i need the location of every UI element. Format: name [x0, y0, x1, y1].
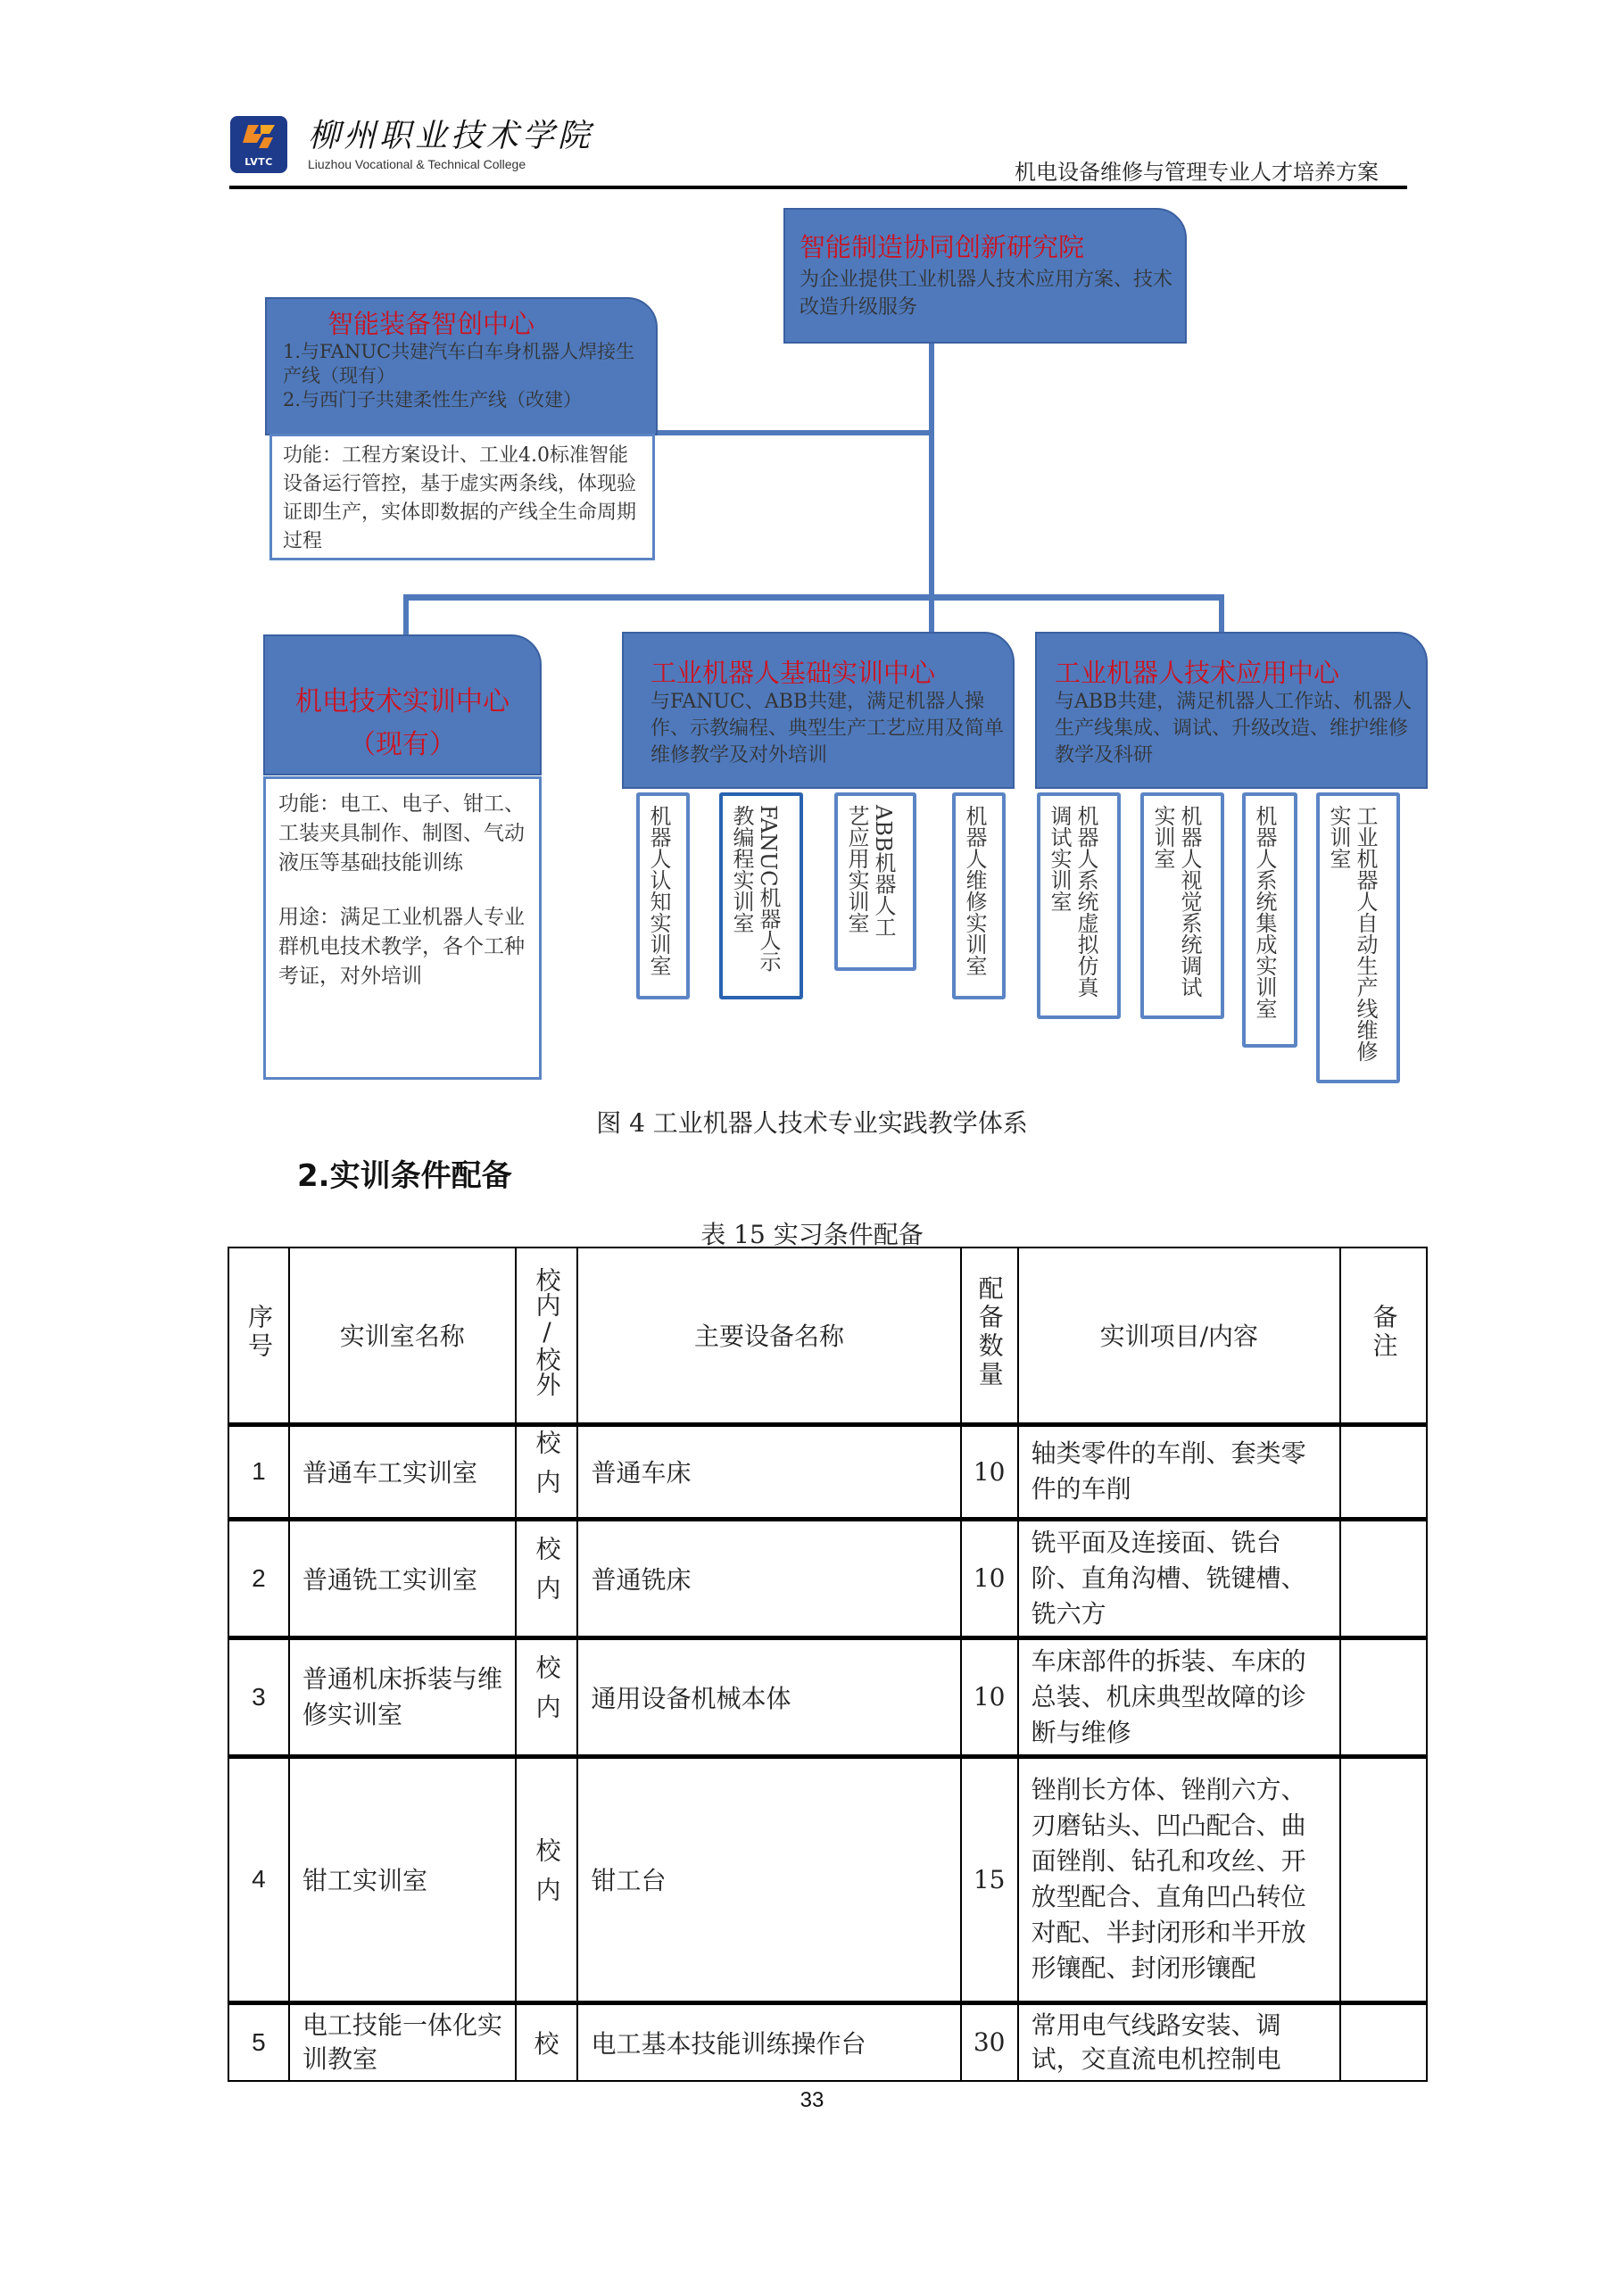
cell-campus: 校内 [516, 1424, 578, 1519]
section-heading: 2.实训条件配备 [297, 1158, 512, 1194]
cell-content: 铣平面及连接面、铣台阶、直角沟槽、铣键槽、铣六方 [1018, 1519, 1340, 1637]
smart-equipment-center-line2: 2.与西门子共建柔性生产线（改建） [283, 389, 583, 410]
table-header-row [228, 1247, 1427, 1424]
cell-equipment: 普通车床 [577, 1424, 960, 1519]
room-system-integration-label: 机器人系统集成实训室 [1252, 805, 1277, 1019]
cell-equipment: 钳工台 [577, 1756, 960, 2002]
cell-note [1340, 1637, 1427, 1756]
cell-no: 2 [228, 1519, 289, 1637]
cell-campus: 校内 [516, 1756, 578, 2002]
room-robot-cognition [636, 792, 690, 999]
robot-app-center-title: 工业机器人技术应用中心 [1055, 658, 1340, 688]
innovation-institute-desc: 为企业提供工业机器人技术应用方案、技术改造升级服务 [800, 269, 1173, 319]
room-production-line-maintenance-label: 工业机器人自动生产线维修实训室 [1326, 805, 1378, 1062]
smart-equipment-center-box [265, 297, 658, 435]
college-name-cn: 柳州职业技术学院 [308, 118, 594, 154]
room-abb-process-label: ABB机器人工艺应用实训室 [844, 805, 896, 938]
mech-training-usage-text: 用途：满足工业机器人专业群机电技术教学，各个工种考证，对外培训 [278, 906, 525, 988]
table-row [228, 1637, 1427, 1756]
room-virtual-sim [1037, 792, 1121, 1019]
header-campus: 校内/校外 [516, 1247, 578, 1424]
header-no: 序号 [228, 1247, 289, 1424]
cell-content: 车床部件的拆装、车床的总装、机床典型故障的诊断与维修 [1018, 1637, 1340, 1756]
cell-room: 电工技能一体化实训教室 [289, 2002, 516, 2081]
robot-app-center-box [1035, 632, 1428, 789]
page-number: 33 [800, 2088, 824, 2112]
room-system-integration [1242, 792, 1297, 1048]
college-logo [230, 116, 287, 173]
room-production-line-maintenance [1316, 792, 1400, 1083]
cell-qty: 30 [961, 2002, 1018, 2081]
cell-equipment: 电工基本技能训练操作台 [577, 2002, 960, 2081]
cell-content: 轴类零件的车削、套类零件的车削 [1018, 1424, 1340, 1519]
table-row [228, 1756, 1427, 2002]
room-robot-maintenance-label: 机器人维修实训室 [962, 805, 987, 976]
room-robot-cognition-label: 机器人认知实训室 [646, 805, 671, 976]
cell-qty: 10 [961, 1424, 1018, 1519]
header-note: 备注 [1340, 1247, 1427, 1424]
robot-basic-center-box [622, 632, 1015, 789]
robot-basic-center-desc: 与FANUC、ABB共建，满足机器人操作、示教编程、典型生产工艺应用及简单维修教学及对外培训 [650, 691, 1005, 767]
cell-no: 5 [228, 2002, 289, 2081]
header-room: 实训室名称 [289, 1247, 516, 1424]
cell-note [1340, 1519, 1427, 1637]
innovation-institute-title: 智能制造协同创新研究院 [800, 232, 1085, 262]
cell-room: 普通机床拆装与维修实训室 [289, 1637, 516, 1756]
room-fanuc-programming [719, 792, 803, 999]
connector-left-horizontal [651, 430, 931, 435]
cell-campus: 校内 [516, 1519, 578, 1637]
room-fanuc-programming-label: FANUC机器人示教编程实训室 [729, 805, 781, 973]
cell-qty: 15 [961, 1756, 1018, 2002]
mech-training-center-box [263, 634, 542, 775]
header-divider [229, 186, 1407, 189]
cell-qty: 10 [961, 1519, 1018, 1637]
room-virtual-sim-label: 机器人系统虚拟仿真调试实训室 [1047, 805, 1098, 998]
college-name-en: Liuzhou Vocational & Technical College [308, 157, 526, 171]
cell-note [1340, 1424, 1427, 1519]
cell-content: 常用电气线路安装、调试，交直流电机控制电 [1018, 2002, 1340, 2081]
connector-top-vertical [929, 342, 934, 609]
connector-bottom-horizontal [403, 594, 1224, 601]
mech-training-function-box [263, 776, 542, 1080]
cell-note [1340, 1756, 1427, 2002]
mech-training-center-title: 机电技术实训中心 [295, 686, 510, 717]
cell-room: 普通铣工实训室 [289, 1519, 516, 1637]
cell-room: 普通车工实训室 [289, 1424, 516, 1519]
mech-training-function-text: 功能：电工、电子、钳工、工装夹具制作、制图、气动液压等基础技能训练 [278, 792, 525, 874]
smart-equipment-center-line1: 1.与FANUC共建汽车白车身机器人焊接生产线（现有） [283, 341, 635, 386]
logo-mark-icon [241, 123, 277, 152]
room-vision-system-label: 机器人视觉系统调试实训室 [1150, 805, 1202, 998]
connector-mech-drop [403, 596, 409, 639]
table-row [228, 1424, 1427, 1519]
logo-text: LVTC [244, 156, 273, 168]
robot-basic-center-title: 工业机器人基础实训中心 [650, 658, 936, 688]
cell-no: 1 [228, 1424, 289, 1519]
training-conditions-table [228, 1247, 1428, 2082]
cell-room: 钳工实训室 [289, 1756, 516, 2002]
cell-content: 锉削长方体、锉削六方、刃磨钻头、凹凸配合、曲面锉削、钻孔和攻丝、开放型配合、直角凹凸转位对配、半封闭形和半开放形镶配、封闭形镶配 [1018, 1756, 1340, 2002]
innovation-institute-box [783, 208, 1187, 344]
room-vision-system [1140, 792, 1224, 1019]
header-content: 实训项目/内容 [1018, 1247, 1340, 1424]
cell-campus: 校内 [516, 1637, 578, 1756]
room-robot-maintenance [952, 792, 1006, 999]
smart-equipment-function-text: 功能：工程方案设计、工业4.0标准智能设备运行管控，基于虚实两条线，体现验证即生产，实体即数据的产线全生命周期过程 [283, 444, 637, 552]
cell-no: 4 [228, 1756, 289, 2002]
document-title: 机电设备维修与管理专业人才培养方案 [1015, 160, 1379, 185]
header-equipment: 主要设备名称 [577, 1247, 960, 1424]
table-row [228, 1519, 1427, 1637]
cell-equipment: 通用设备机械本体 [577, 1637, 960, 1756]
smart-equipment-center-title: 智能装备智创中心 [327, 309, 535, 339]
figure-caption: 图 4 工业机器人技术专业实践教学体系 [596, 1108, 1028, 1138]
cell-equipment: 普通铣床 [577, 1519, 960, 1637]
cell-no: 3 [228, 1637, 289, 1756]
robot-app-center-desc: 与ABB共建，满足机器人工作站、机器人生产线集成、调试、升级改造、维护维修教学及科研 [1055, 691, 1413, 767]
room-abb-process [834, 792, 916, 971]
cell-note [1340, 2002, 1427, 2081]
cell-qty: 10 [961, 1637, 1018, 1756]
cell-campus: 校 [516, 2002, 578, 2081]
table-caption: 表 15 实习条件配备 [700, 1220, 924, 1249]
smart-equipment-function-box [269, 434, 655, 560]
header-qty: 配备数量 [961, 1247, 1018, 1424]
table-row [228, 2002, 1427, 2081]
mech-training-center-subtitle: （现有） [349, 729, 456, 760]
